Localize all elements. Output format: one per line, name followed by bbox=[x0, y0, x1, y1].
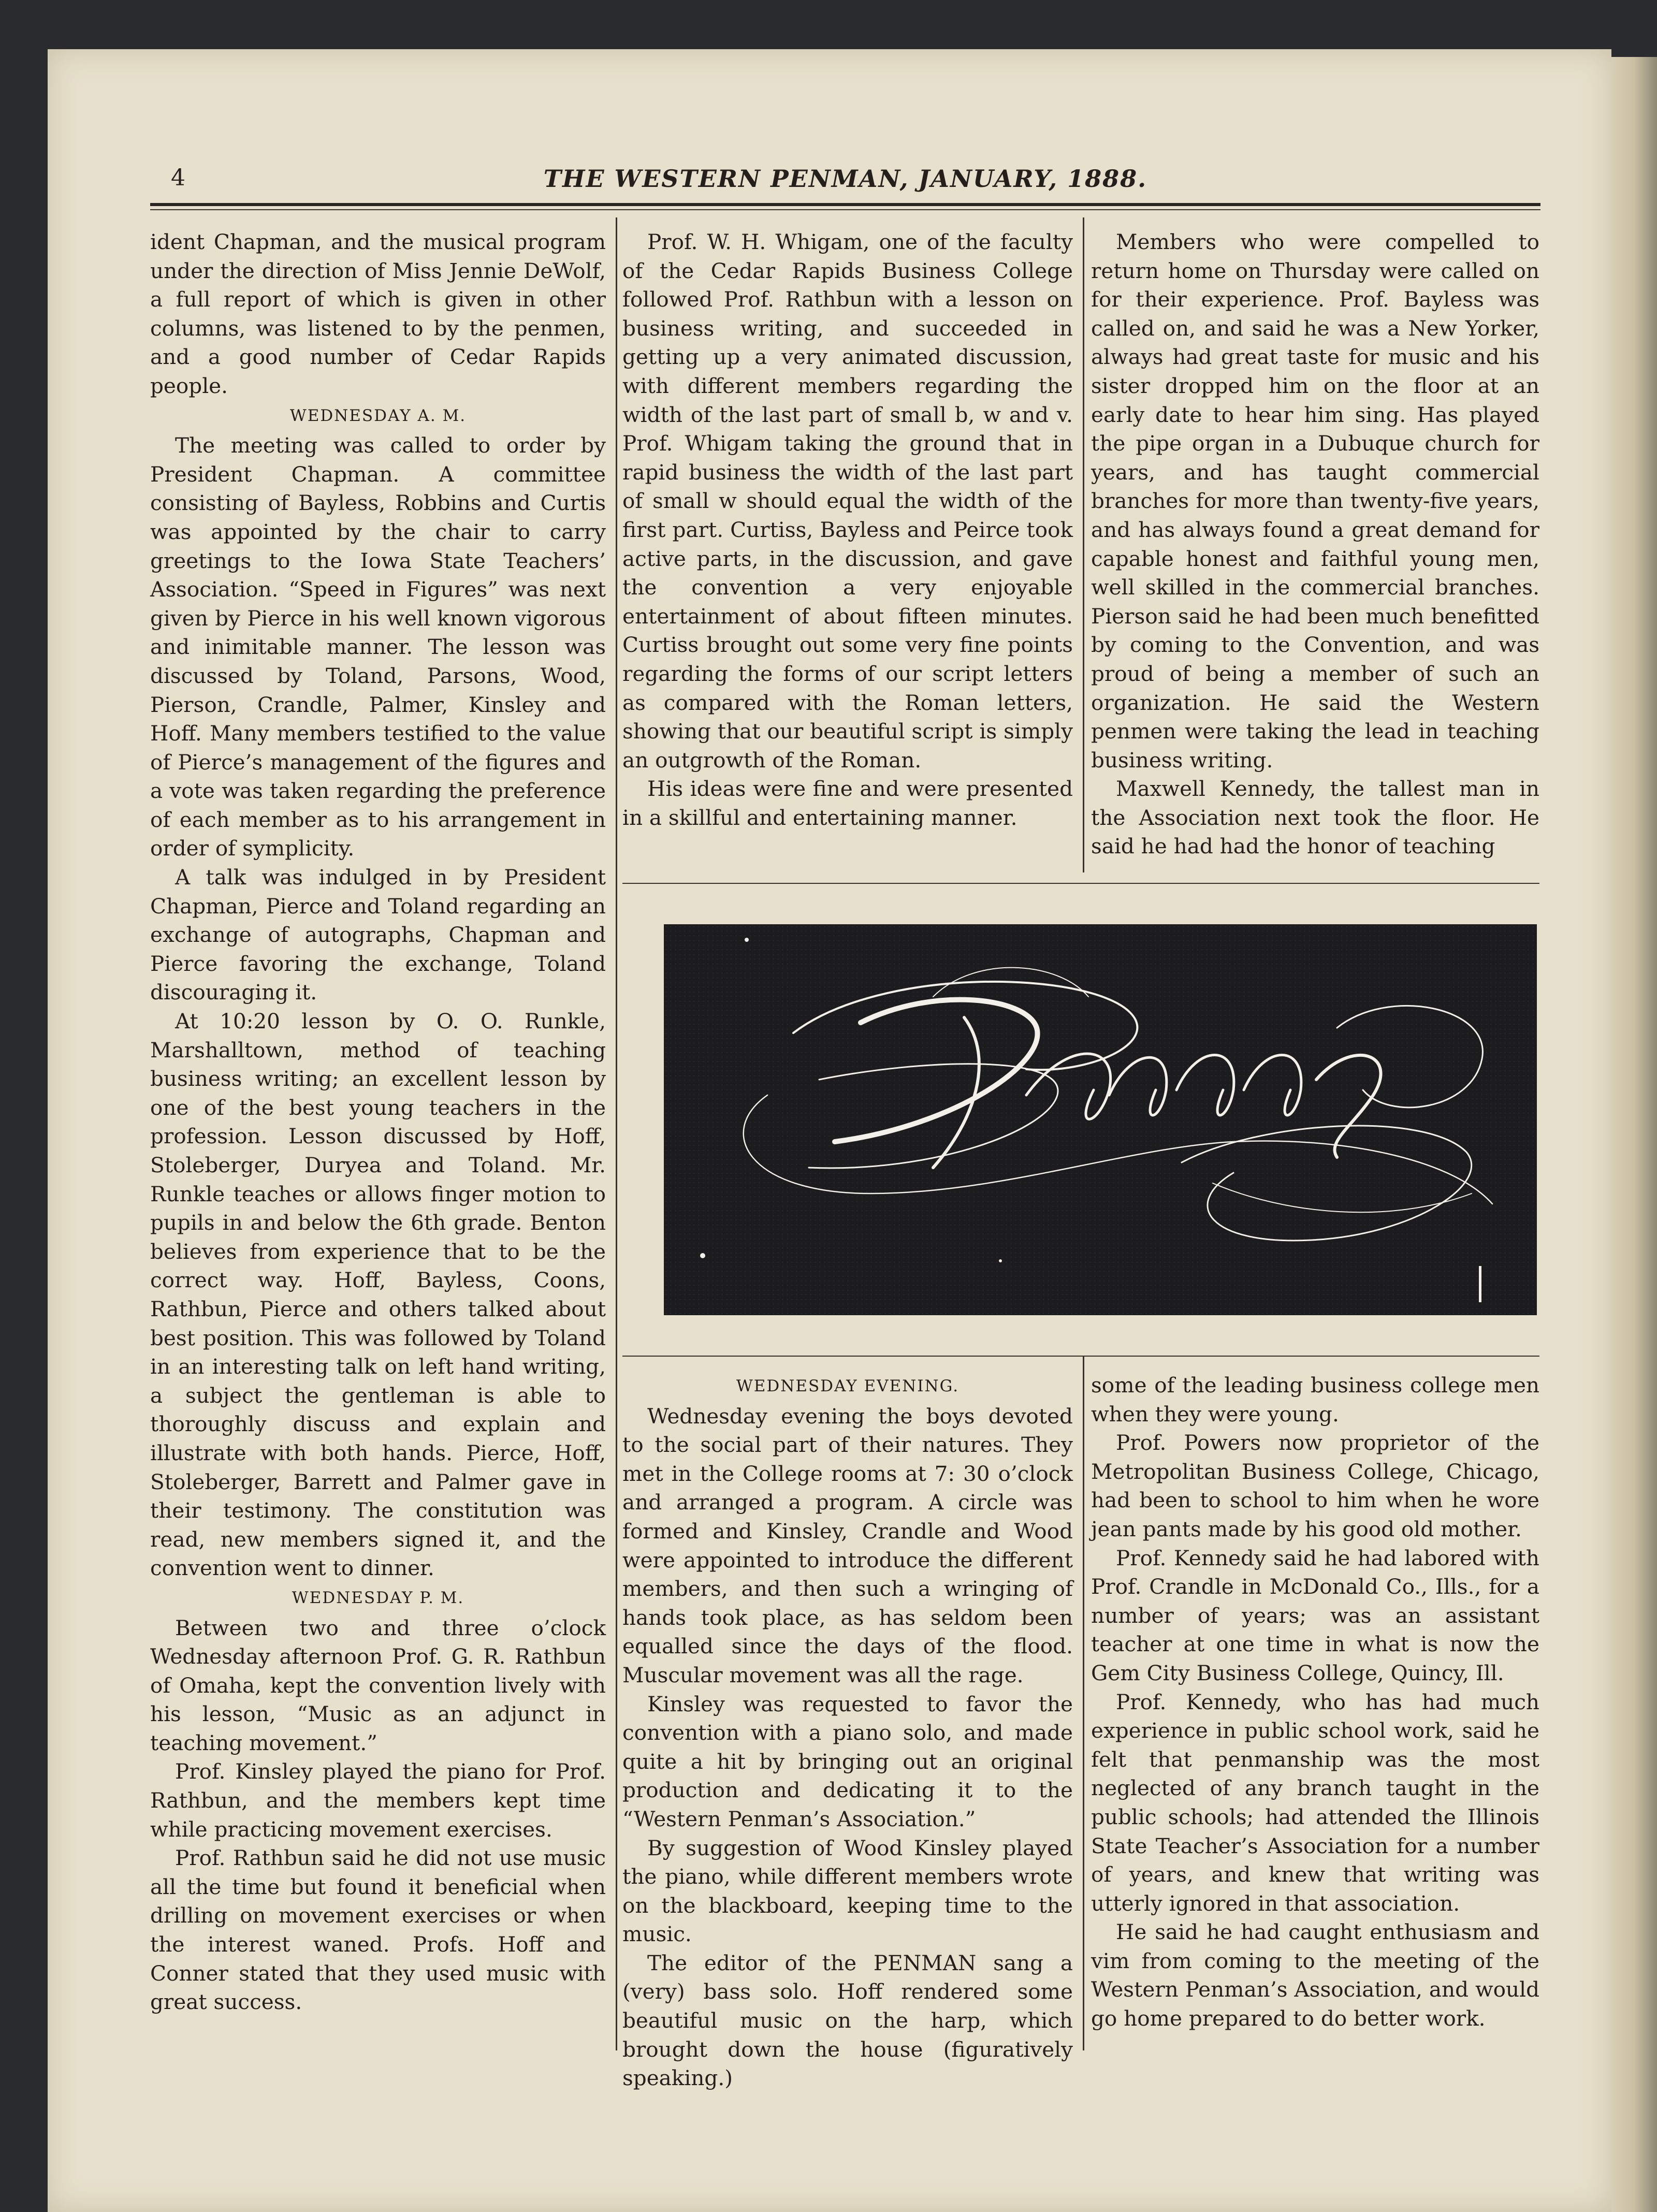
article-paragraph: Kinsley was requested to favor the convention with a piano solo, and made quite a hit by bringing out an original production and dedicating it to the “Western Penman’s Association.” bbox=[622, 1691, 1073, 1831]
article-paragraph: Prof. Kinsley played the piano for Prof. Rathbun, and the members kept time while practicing movement exercises. bbox=[150, 1759, 606, 1842]
section-subhead: WEDNESDAY EVENING. bbox=[736, 1377, 960, 1395]
running-title: THE WESTERN PENMAN, JANUARY, 1888. bbox=[543, 165, 1147, 193]
column-middle-top bbox=[622, 228, 1073, 832]
column-right-top bbox=[1091, 228, 1539, 861]
column-right-bottom bbox=[1091, 1371, 1539, 2033]
penmanship-engraving bbox=[664, 924, 1537, 1315]
article-paragraph: Prof. Rathbun said he did not use music all the time but found it beneficial when drilling on movement exercises or when the interest waned. Profs. Hoff and Conner stated that they used music with great success. bbox=[150, 1845, 606, 2015]
section-rule bbox=[622, 883, 1539, 884]
section-subhead: WEDNESDAY P. M. bbox=[292, 1588, 464, 1607]
section-subhead: WEDNESDAY A. M. bbox=[289, 406, 467, 425]
section-rule bbox=[622, 1356, 1539, 1357]
column-middle-bottom bbox=[622, 1371, 1073, 2093]
article-paragraph: Prof. Kennedy, who has had much experience in public school work, said he felt that penmanship was the most neglected of any branch taught in the public schools; had attended the Illinois State Teacher’s Association for a number of years, and knew that writing was utterly ignored in that association. bbox=[1091, 1689, 1539, 1916]
article-paragraph: Prof. Powers now proprietor of the Metropolitan Business College, Chicago, had been to school to him when he wore jean pants made by his good old mother. bbox=[1091, 1430, 1539, 1541]
article-paragraph: His ideas were fine and were presented in a skillful and entertaining manner. bbox=[622, 776, 1073, 830]
header-rule bbox=[150, 203, 1540, 206]
article-paragraph: By suggestion of Wood Kinsley played the piano, while different members wrote on the blackboard, keeping time to the music. bbox=[622, 1835, 1073, 1947]
article-paragraph: The meeting was called to order by President Chapman. A committee consisting of Bayless, Robbins and Curtis was appointed by the chair to carry greetings to the Iowa State Teachers’ Association. “Speed in Figures” was next given by Pierce in his well known vigorous and inimitable manner. The lesson was discussed by Toland, Parsons, Wood, Pierson, Crandle, Palmer, Kinsley and Hoff. Many members testified to the value of Pierce’s management of the figures and a vote was taken regarding the preference of each member as to his arrangement in order of symplicity. bbox=[150, 433, 606, 861]
article-paragraph: He said he had caught enthusiasm and vim from coming to the meeting of the Western Penman’s Association, and would go home prepared to do better work. bbox=[1091, 1919, 1539, 2031]
column-divider bbox=[1083, 217, 1084, 872]
column-divider bbox=[1083, 1356, 1084, 2050]
article-paragraph: At 10:20 lesson by O. O. Runkle, Marshalltown, method of teaching business writing; an excellent lesson by one of the best young teachers in the profession. Lesson discussed by Hoff, Stoleberger, Duryea and Toland. Mr. Runkle teaches or allows finger motion to pupils in and below the 6th grade. Benton believes from experience that to be the correct way. Hoff, Bayless, Coons, Rathbun, Pierce and others talked about best position. This was followed by Toland in an interesting talk on left hand writing, a subject the gentleman is able to thoroughly discuss and explain and illustrate with both hands. Pierce, Hoff, Stoleberger, Barrett and Palmer gave in their testimony. The constitution was read, new members signed it, and the convention went to dinner. bbox=[150, 1009, 606, 1581]
page-number: 4 bbox=[171, 165, 185, 191]
column-divider bbox=[616, 217, 617, 2050]
page-edge bbox=[1611, 57, 1657, 2212]
article-paragraph: Prof. Kennedy said he had labored with Prof. Crandle in McDonald Co., Ills., for a number of years; was an assistant teacher at one time in what is now the Gem City Business College, Quincy, Ill. bbox=[1091, 1545, 1539, 1685]
article-paragraph: Maxwell Kennedy, the tallest man in the Association next took the floor. He said he had had the honor of teaching bbox=[1091, 776, 1539, 859]
header-rule-thin bbox=[150, 209, 1540, 210]
flourished-signature bbox=[664, 924, 1537, 1315]
article-paragraph: Between two and three o’clock Wednesday afternoon Prof. G. R. Rathbun of Omaha, kept the convention lively with his lesson, “Music as an adjunct in teaching movement.” bbox=[150, 1615, 606, 1755]
article-paragraph: ident Chapman, and the musical program under the direction of Miss Jennie DeWolf, a full report of which is given in other columns, was listened to by the penmen, and a good number of Cedar Rapids people. bbox=[150, 229, 606, 398]
article-paragraph: The editor of the PENMAN sang a (very) bass solo. Hoff rendered some beautiful music on the harp, which brought down the house (figuratively speaking.) bbox=[622, 1950, 1073, 2091]
article-paragraph: some of the leading business college men when they were young. bbox=[1091, 1373, 1539, 1427]
article-paragraph: A talk was indulged in by President Chapman, Pierce and Toland regarding an exchange of autographs, Chapman and Pierce favoring the exchange, Toland discouraging it. bbox=[150, 865, 606, 1005]
article-paragraph: Members who were compelled to return home on Thursday were called on for their experience. Prof. Bayless was called on, and said he was a New Yorker, always had great taste for music and his sister dropped him on the floor at an early date to hear him sing. Has played the pipe organ in a Dubuque church for years, and has taught commercial branches for more than twenty-five years, and has always found a great demand for capable honest and faithful young men, well skilled in the commercial branches. Pierson said he had been much benefitted by coming to the Convention, and was proud of being a member of such an organization. He said the Western penmen were taking the lead in teaching business writing. bbox=[1091, 229, 1539, 773]
article-paragraph: Prof. W. H. Whigam, one of the faculty of the Cedar Rapids Business College followed Prof. Rathbun with a lesson on business writing, and succeeded in getting up a very animated discussion, with different members regarding the width of the last part of small b, w and v. Prof. Whigam taking the ground that in rapid business the width of the last part of small w should equal the width of the first part. Curtiss, Bayless and Peirce took active parts, in the discussion, and gave the convention a very enjoyable entertainment of about fifteen minutes. Curtiss brought out some very fine points regarding the forms of our script letters as compared with the Roman letters, showing that our beautiful script is simply an outgrowth of the Roman. bbox=[622, 229, 1073, 773]
page-header bbox=[150, 165, 1540, 196]
article-paragraph: Wednesday evening the boys devoted to the social part of their natures. They met in the College rooms at 7: 30 o’clock and arranged a program. A circle was formed and Kinsley, Crandle and Wood were appointed to introduce the different members, and then such a wringing of hands took place, as has seldom been equalled since the days of the flood. Muscular movement was all the rage. bbox=[622, 1403, 1073, 1687]
column-left bbox=[150, 228, 606, 2017]
